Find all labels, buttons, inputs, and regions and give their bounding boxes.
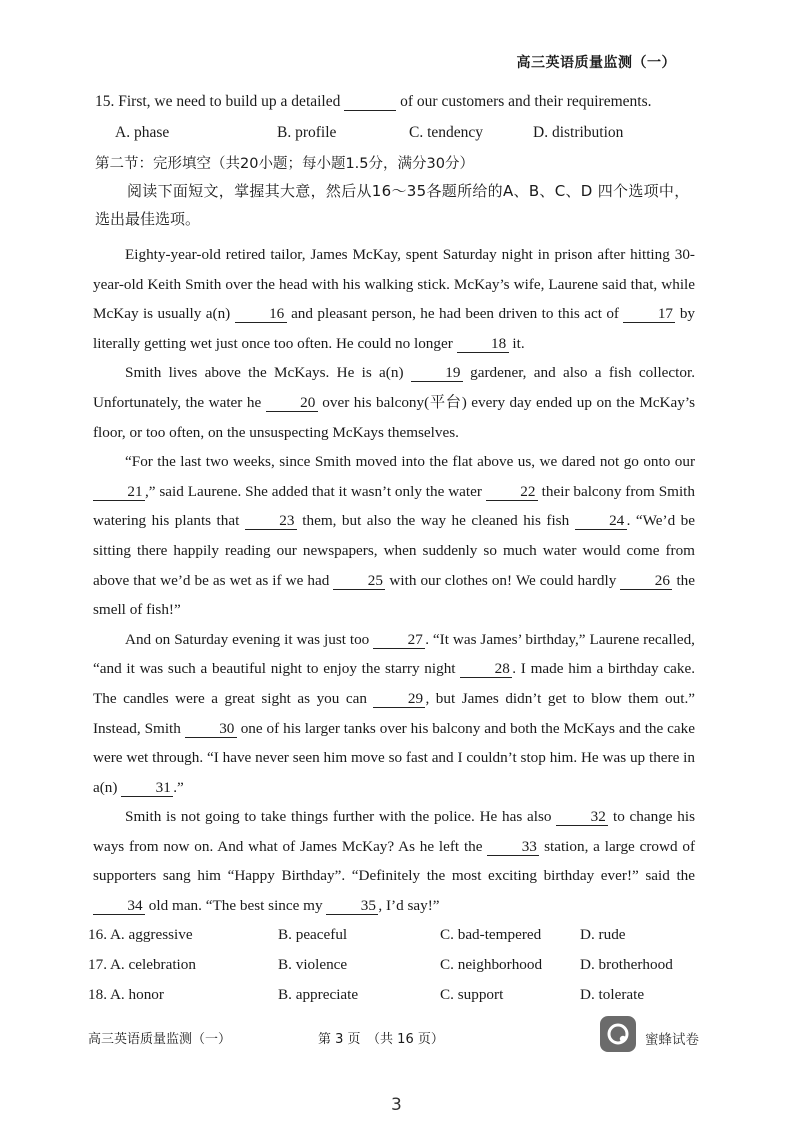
blank-24: 24 xyxy=(575,512,627,530)
q15-option-c: C. tendency xyxy=(409,124,484,141)
passage-text: the smell of fish!” xyxy=(93,571,695,619)
cloze-passage xyxy=(93,240,695,921)
section-heading: 第二节：完形填空（共20小题；每小题1.5分，满分30分） xyxy=(95,156,474,172)
passage-text: And on Saturday evening it was just too xyxy=(125,630,374,648)
answer-17-b: B. violence xyxy=(278,956,348,973)
answer-row-16 xyxy=(88,920,673,950)
blank-25: 25 xyxy=(333,572,385,590)
blank-20: 20 xyxy=(266,394,318,412)
answer-options xyxy=(88,920,673,1010)
section-instruction-2: 选出最佳选项。 xyxy=(95,210,201,228)
passage-text: over his balcony(平台) every day ended up on the McKay’s floor, or too often, on the unsuspecting McKays themselves. xyxy=(93,393,695,441)
blank-32: 32 xyxy=(556,808,608,826)
passage-text: . I made him a birthday cake. The candles were a great sight as you can xyxy=(93,660,695,707)
passage-text: them, but also the way he cleaned his fish xyxy=(296,512,575,530)
passage-text: their balcony from Smith watering his plants that xyxy=(93,482,695,530)
blank-22: 22 xyxy=(486,483,538,501)
question-15 xyxy=(95,93,652,111)
passage-paragraph-5 xyxy=(93,802,695,920)
passage-text: station, a large crowd of supporters sang him “Happy Birthday”. “Definitely the most exciting birthday ever!” said the xyxy=(93,837,695,885)
blank-30: 30 xyxy=(185,720,237,738)
passage-text: Smith lives above the McKays. He is a(n) xyxy=(125,364,411,382)
passage-text: , I’d say!” xyxy=(378,897,440,915)
blank-17: 17 xyxy=(623,305,675,323)
q15-option-d: D. distribution xyxy=(533,124,624,141)
q15-blank xyxy=(344,93,396,111)
footer-title: 高三英语质量监测（一） xyxy=(88,1032,232,1047)
answer-16-d: D. rude xyxy=(580,926,626,943)
blank-29: 29 xyxy=(373,690,425,708)
q15-options xyxy=(115,124,623,142)
q15-stem-a: 15. First, we need to build up a detailed xyxy=(95,93,345,110)
answer-16-b: B. peaceful xyxy=(278,926,348,943)
answer-18-a: 18. A. honor xyxy=(88,986,164,1003)
blank-21: 21 xyxy=(93,483,145,501)
passage-text: it. xyxy=(508,334,525,352)
answer-16-c: C. bad-tempered xyxy=(440,926,542,943)
passage-text: by literally getting wet just once too often. He could no longer xyxy=(93,305,696,352)
brand-logo-icon xyxy=(600,1016,636,1052)
blank-31: 31 xyxy=(121,779,173,797)
blank-19: 19 xyxy=(411,364,463,382)
blank-26: 26 xyxy=(620,572,672,590)
answer-row-18 xyxy=(88,980,673,1010)
q15-stem-b: of our customers and their requirements. xyxy=(396,93,652,110)
passage-text: . “We’d be sitting there happily reading our newspapers, when suddenly so much water would come from above that we’d be as wet as if we had xyxy=(93,512,695,589)
blank-16: 16 xyxy=(235,305,287,323)
passage-text: Eighty-year-old retired tailor, James McKay, spent Saturday night in prison after hitting 30-year-old Keith Smith over the head with his walking stick. McKay’s wife, Laurene said that, while McKay is usually a(n) xyxy=(93,246,695,323)
passage-paragraph-2 xyxy=(93,358,695,447)
blank-34: 34 xyxy=(93,897,145,915)
answer-17-c: C. neighborhood xyxy=(440,956,543,973)
passage-text: with our clothes on! We could hardly xyxy=(385,571,621,589)
q15-option-b: B. profile xyxy=(277,124,337,141)
passage-text: . “It was James’ birthday,” Laurene recalled, “and it was such a beautiful night to enjoy the starry night xyxy=(93,630,695,678)
blank-33: 33 xyxy=(487,838,539,856)
section-instruction-1: 阅读下面短文，掌握其大意，然后从16～35各题所给的A、B、C、D 四个选项中， xyxy=(127,182,690,200)
answer-18-d: D. tolerate xyxy=(580,986,645,1003)
answer-18-c: C. support xyxy=(440,986,504,1003)
brand-name: 蜜蜂试卷 xyxy=(645,1032,699,1048)
answer-17-a: 17. A. celebration xyxy=(88,956,196,973)
answer-18-b: B. appreciate xyxy=(278,986,359,1003)
page-header-title: 高三英语质量监测（一） xyxy=(516,55,676,71)
passage-paragraph-4 xyxy=(93,625,695,803)
passage-text: to change his ways from now on. And what of James McKay? As he left the xyxy=(93,808,695,855)
blank-35: 35 xyxy=(326,897,378,915)
passage-text: , but James didn’t get to blow them out.” Instead, Smith xyxy=(93,689,695,737)
passage-paragraph-3 xyxy=(93,447,695,625)
page-number: 3 xyxy=(391,1095,402,1115)
blank-27: 27 xyxy=(373,631,425,649)
q15-option-a: A. phase xyxy=(115,124,170,141)
answer-16-a: 16. A. aggressive xyxy=(88,926,193,943)
answer-row-17 xyxy=(88,950,673,980)
passage-text: Smith is not going to take things further with the police. He has also xyxy=(125,808,557,826)
passage-text: gardener, and also a fish collector. Unfortunately, the water he xyxy=(93,364,695,411)
passage-text: one of his larger tanks over his balcony and both the McKays and the cake were wet through. “I have never seen him move so fast and I couldn’t stop him. He was up there in a(n) xyxy=(93,719,695,796)
passage-text: and pleasant person, he had been driven to this act of xyxy=(286,305,624,323)
passage-text: ,” said Laurene. She added that it wasn’t only the water xyxy=(145,482,486,500)
footer-page-info: 第 3 页 （共 16 页） xyxy=(318,1032,444,1047)
blank-18: 18 xyxy=(457,335,509,353)
passage-text: .” xyxy=(173,778,184,796)
blank-23: 23 xyxy=(245,512,297,530)
passage-text: “For the last two weeks, since Smith moved into the flat above us, we dared not go onto our xyxy=(125,453,695,471)
passage-text: old man. “The best since my xyxy=(145,897,327,915)
passage-paragraph-1 xyxy=(93,240,695,358)
blank-28: 28 xyxy=(460,660,512,678)
answer-17-d: D. brotherhood xyxy=(580,956,673,973)
